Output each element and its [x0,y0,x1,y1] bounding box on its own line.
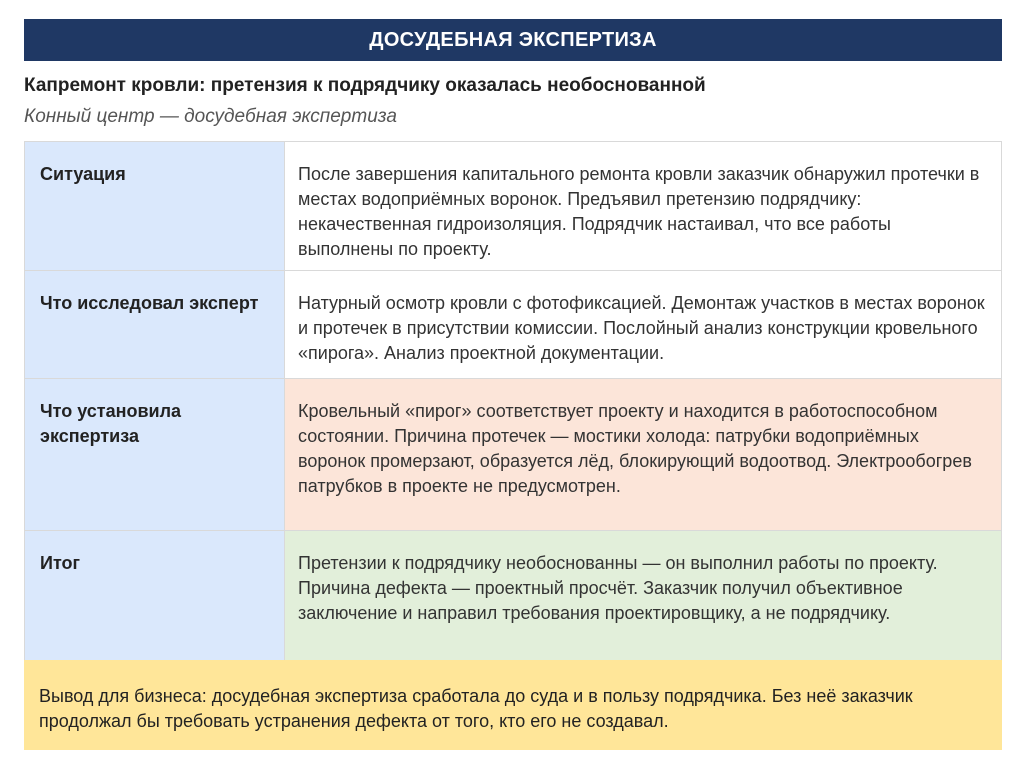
row-text: Претензии к подрядчику необоснованны — он выполнил работы по проекту. Причина дефекта — проектный просчёт. Заказчик получил объективное заключение и направил требования проектировщику, а не подрядчику. [285,531,1002,660]
page-subtitle: Конный центр — досудебная экспертиза [24,106,397,127]
row-label: Итог [24,531,285,660]
row-text: Натурный осмотр кровли с фотофиксацией. Демонтаж участков в местах воронок и протечек в присутствии комиссии. Послойный анализ конструкции кровельного «пирога». Анализ проектной документации. [285,271,1002,378]
row-label: Ситуация [24,142,285,270]
row-label: Что установила экспертиза [24,379,285,530]
row-text: Кровельный «пирог» соответствует проекту и находится в работоспособном состоянии. Причина протечек — мостики холода: патрубки водоприёмных воронок промерзают, образуется лёд, блокирующий водоотвод. Электрообогрев патрубков в проекте не предусмотрен. [285,379,1002,530]
table-row-result [24,531,1002,661]
row-label: Что исследовал эксперт [24,271,285,378]
case-table [24,141,1002,661]
banner-title: ДОСУДЕБНАЯ ЭКСПЕРТИЗА [369,28,657,51]
table-row-findings [24,379,1002,531]
row-text: После завершения капитального ремонта кровли заказчик обнаружил протечки в местах водоприёмных воронок. Предъявил претензию подрядчику: некачественная гидроизоляция. Подрядчик настаивал, что все работы выполнены по проекту. [285,142,1002,270]
business-conclusion: Вывод для бизнеса: досудебная экспертиза сработала до суда и в пользу подрядчика. Без неё заказчик продолжал бы требовать устранения дефекта от того, кто его не создавал. [24,660,1002,750]
table-row-investigation [24,271,1002,379]
table-row-situation [24,142,1002,271]
page-title: Капремонт кровли: претензия к подрядчику оказалась необоснованной [24,75,706,96]
header-banner [24,19,1002,61]
